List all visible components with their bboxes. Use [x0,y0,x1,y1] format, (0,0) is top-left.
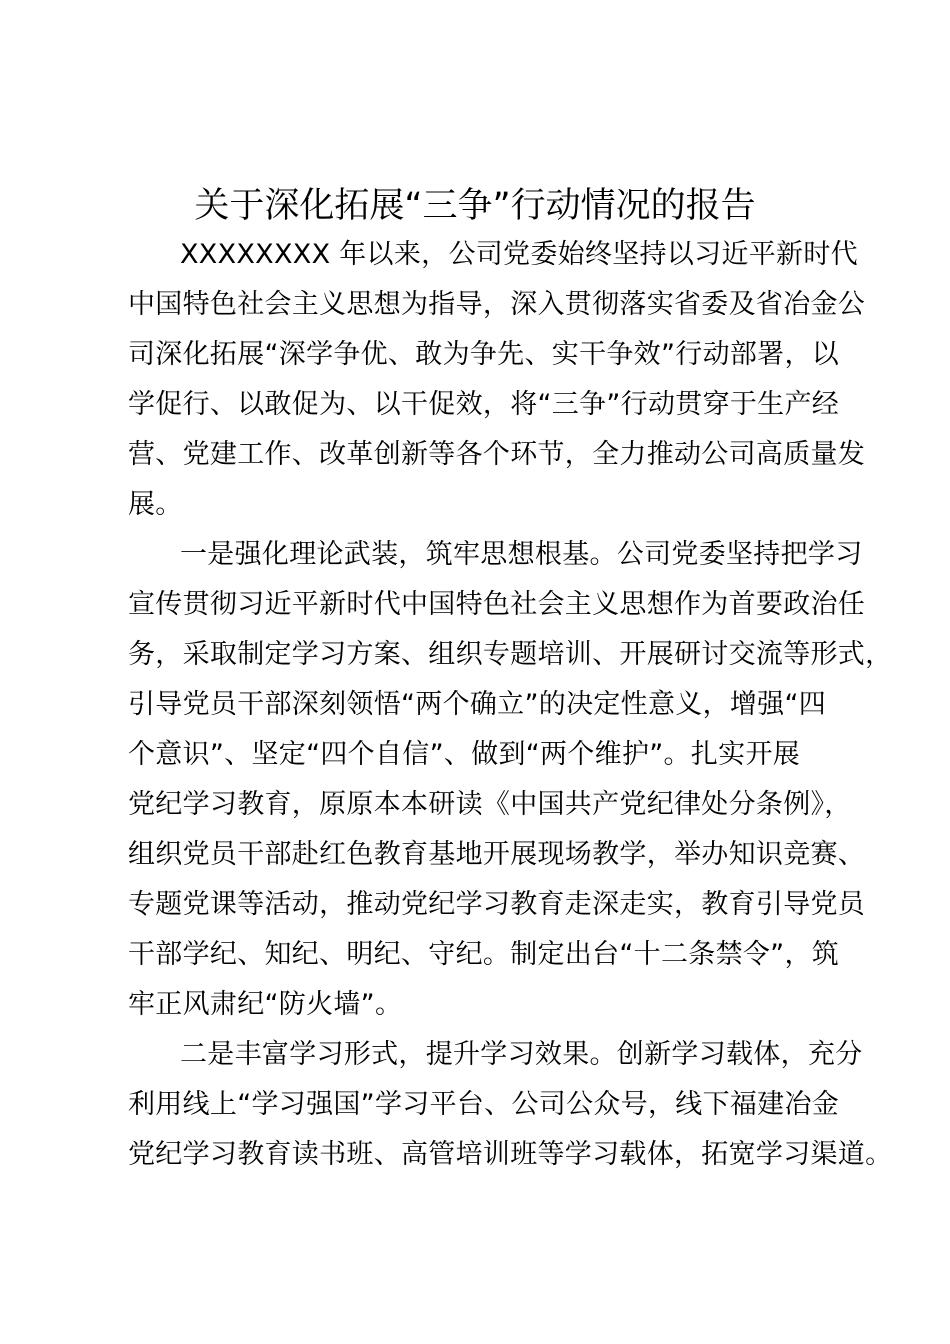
paragraph-line: XXXXXXXX 年以来，公司党委始终坚持以习近平新时代 [180,239,858,270]
paragraph-line: 中国特色社会主义思想为指导，深入贯彻落实省委及省冶金公 [128,289,866,320]
document-title: 关于深化拓展“三争”行动情况的报告 [194,186,756,226]
paragraph-line: 组织党员干部赴红色教育基地开展现场教学，举办知识竞赛、 [128,839,866,870]
paragraph-line: 专题党课等活动，推动党纪学习教育走深走实，教育引导党员 [128,889,866,920]
paragraph-line: 个意识”、坚定“四个自信”、做到“两个维护”。扎实开展 [128,739,801,770]
paragraph-theory [128,530,893,1030]
paragraph-line: 务，采取制定学习方案、组织专题培训、开展研讨交流等形式， [128,639,893,670]
paragraph-line: 学促行、以敢促为、以干促效，将“三争”行动贯穿于生产经 [128,389,840,420]
paragraph-line: 司深化拓展“深学争优、敢为争先、实干争效”行动部署，以 [128,339,840,370]
paragraph-line: 宣传贯彻习近平新时代中国特色社会主义思想作为首要政治任 [128,589,866,620]
paragraph-line: 干部学纪、知纪、明纪、守纪。制定出台“十二条禁令”，筑 [128,939,840,970]
paragraph-line: 利用线上“学习强国”学习平台、公司公众号，线下福建冶金 [128,1089,840,1120]
paragraph-intro [128,230,866,530]
paragraph-line: 党纪学习教育读书班、高管培训班等学习载体，拓宽学习渠道。 [128,1139,893,1170]
document-body [128,230,893,1180]
paragraph-line: 党纪学习教育，原原本本研读《中国共产党纪律处分条例》， [128,789,852,820]
paragraph-learning [128,1030,893,1180]
paragraph-line: 牢正风肃纪“防火墙”。 [128,989,403,1020]
paragraph-line: 引导党员干部深刻领悟“两个确立”的决定性意义，增强“四 [128,689,827,720]
paragraph-line: 营、党建工作、改革创新等各个环节，全力推动公司高质量发 [128,439,866,470]
paragraph-line: 二是丰富学习形式，提升学习效果。创新学习载体，充分 [180,1039,863,1070]
paragraph-line: 一是强化理论武装，筑牢思想根基。公司党委坚持把学习 [180,539,863,570]
paragraph-line: 展。 [128,489,183,520]
